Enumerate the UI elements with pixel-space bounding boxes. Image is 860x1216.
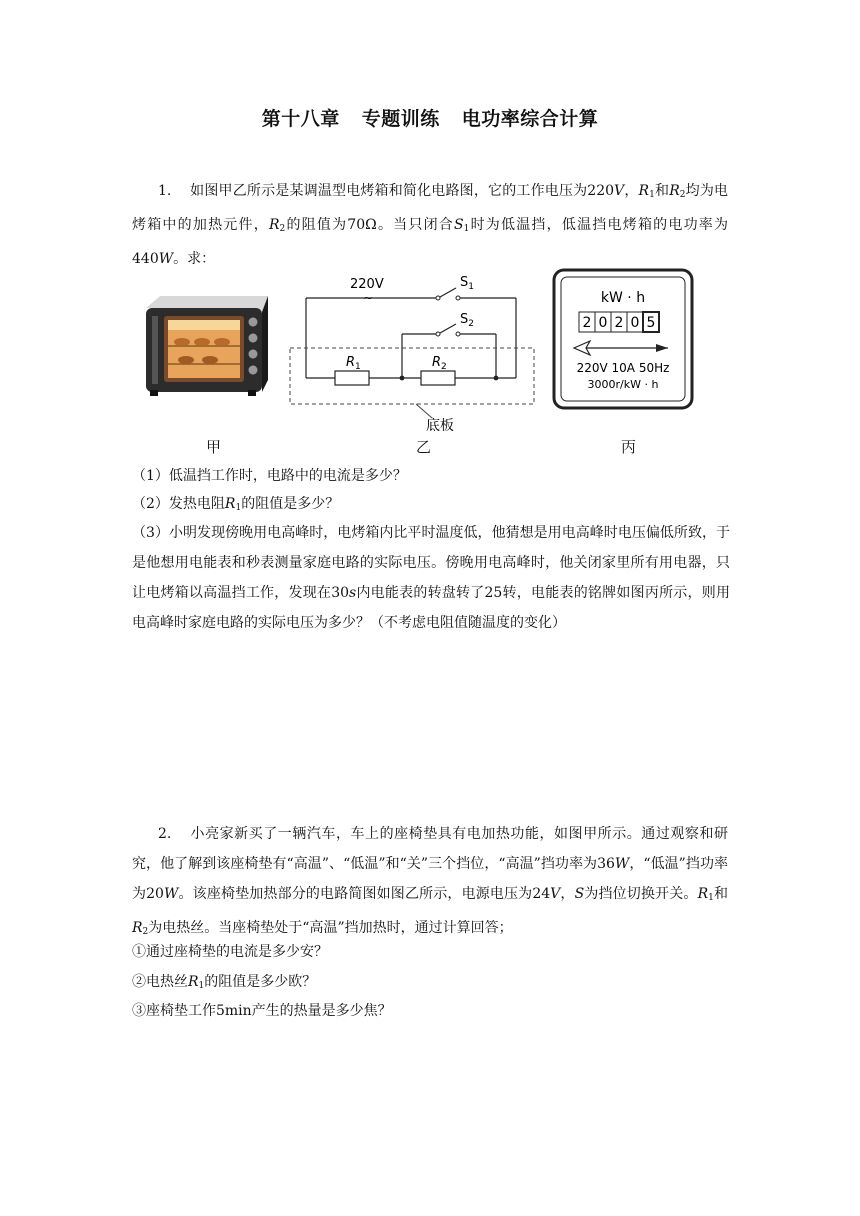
meter-digit: 0	[630, 315, 640, 331]
question-1-text: 1. 如图甲乙所示是某调温型电烤箱和简化电路图，它的工作电压为220V，$R_1$和$R_2$均为电烤箱中的加热元件，$R_2$的阻值为70Ω。当只闭合$S_1$时为低温挡，低温挡电烤箱的电功率为440W。求：	[132, 176, 728, 274]
meter-unit: kW · h	[600, 290, 646, 306]
resistor-r1	[335, 371, 369, 385]
ac-symbol: ~	[363, 291, 374, 305]
question-1-number: 1.	[158, 183, 172, 199]
caption-jia: 甲	[206, 438, 222, 456]
meter-digit: 2	[614, 315, 624, 331]
subject-label: 电功率综合计算	[461, 108, 599, 130]
meter-digit: 5	[646, 315, 656, 331]
q1-sub-question-3: （3）小明发现傍晚用电高峰时，电烤箱内比平时温度低，他猜想是用电高峰时电压偏低所致，于是他想用电能表和秒表测量家庭电路的实际电压。傍晚用电高峰时，他关闭家里所有用电器，只让电烤箱以高温挡工作，发现在30s内电能表的转盘转了25转，电能表的铭牌如图丙所示，则用电高峰时家庭电路的实际电压为多少？（不考虑电阻值随温度的变化）	[132, 525, 730, 631]
meter-digit: 2	[582, 315, 592, 331]
circuit-diagram	[286, 272, 538, 432]
q2-sub-question-3: ③座椅垫工作5min产生的热量是多少焦？	[132, 1003, 392, 1019]
resistor-r2	[421, 371, 455, 385]
q2-sub-question-2: ②电热丝$R_1$的阻值是多少欧？	[132, 974, 317, 991]
caption-yi: 乙	[416, 438, 432, 456]
question-2-text: 2. 小亮家新买了一辆汽车，车上的座椅垫具有电加热功能，如图甲所示。通过观察和研究，他了解到该座椅垫有“高温”、“低温”和“关”三个挡位，“高温”挡功率为36W，“低温”挡功率为20W。该座椅垫加热部分的电路简图如图乙所示，电源电压为24V，S为挡位切换开关。$R_1$和$R_2$为电热丝。当座椅垫处于“高温”挡加热时，通过计算回答；	[132, 819, 728, 947]
r1-label: $R_1$	[346, 355, 361, 372]
meter-digit: 0	[598, 315, 608, 331]
switch-s1	[440, 288, 456, 297]
base-label: 底板	[426, 418, 454, 432]
s1-label: $S_1$	[460, 275, 474, 292]
s2-label: $S_2$	[460, 312, 474, 329]
caption-bing: 丙	[621, 438, 637, 456]
meter-constant: 3000r/kW · h	[587, 378, 659, 391]
q1-sub-question-1: （1）低温挡工作时，电路中的电流是多少？	[132, 468, 407, 484]
switch-s2	[440, 324, 456, 333]
meter-digit-row	[579, 312, 659, 332]
page-title	[0, 104, 860, 131]
energy-meter	[552, 268, 694, 410]
source-voltage-label: 220V	[350, 277, 384, 292]
question-2-number: 2.	[158, 826, 172, 842]
oven-photo	[136, 290, 272, 402]
topic-label: 专题训练	[361, 108, 440, 130]
q2-sub-question-1: ①通过座椅垫的电流是多少安？	[132, 944, 328, 960]
chapter-label: 第十八章	[261, 108, 340, 130]
meter-rating: 220V 10A 50Hz	[576, 361, 670, 375]
q1-sub-question-2: （2）发热电阻$R_1$的阻值是多少？	[132, 496, 340, 513]
r2-label: $R_2$	[432, 355, 447, 372]
